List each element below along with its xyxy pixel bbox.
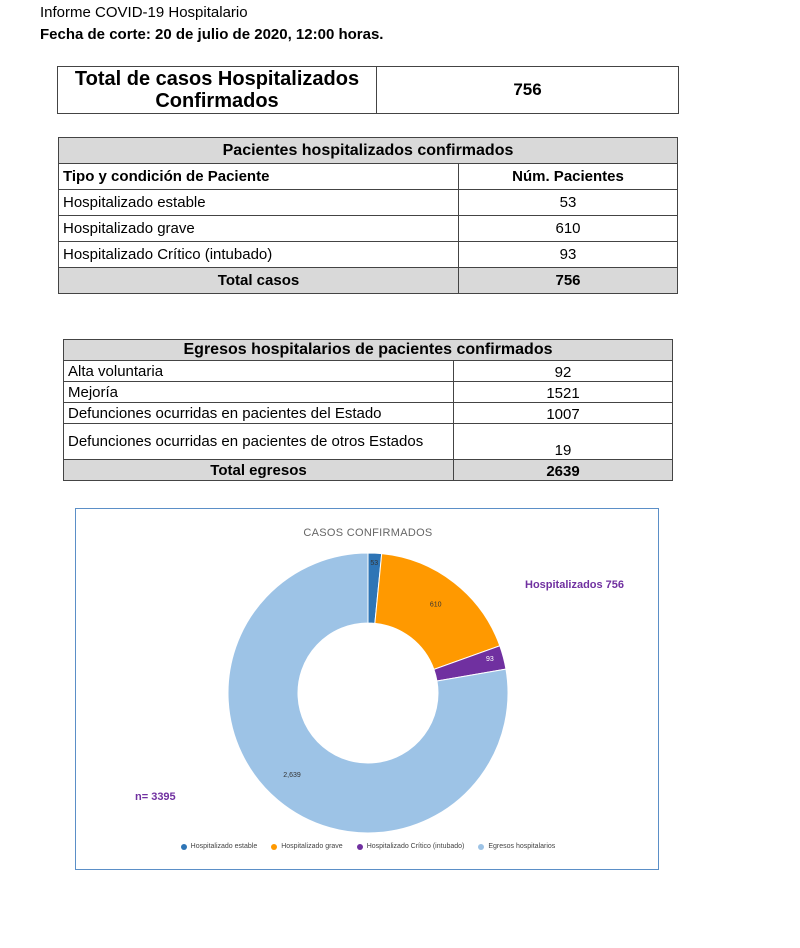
row-label: Hospitalizado estable xyxy=(59,190,459,216)
hospitalized-annotation: Hospitalizados 756 xyxy=(525,579,625,591)
row-label: Hospitalizado grave xyxy=(59,216,459,242)
legend-item-critico xyxy=(357,843,465,850)
total-hospitalized-value: 756 xyxy=(377,67,679,114)
data-label-estable: 53 xyxy=(370,560,379,568)
total-cases-value: 756 xyxy=(459,268,678,294)
row-value: 1521 xyxy=(454,382,673,403)
table-row xyxy=(59,190,678,216)
cutoff-date: Fecha de corte: 20 de julio de 2020, 12:00 horas. xyxy=(40,26,384,43)
legend-label-grave: Hospitalizado grave xyxy=(281,843,343,850)
legend-item-grave xyxy=(271,843,342,850)
row-value: 92 xyxy=(454,361,673,382)
report-title: Informe COVID-19 Hospitalario xyxy=(40,4,248,21)
row-value: 1007 xyxy=(454,403,673,424)
data-label-critico: 93 xyxy=(485,655,494,663)
data-label-grave: 610 xyxy=(429,601,442,609)
legend-marker-egresos xyxy=(478,844,484,850)
legend-label-estable: Hospitalizado estable xyxy=(190,843,258,850)
row-label: Mejoría xyxy=(64,382,454,403)
legend-marker-critico xyxy=(357,844,363,850)
legend-marker-grave xyxy=(271,844,277,850)
total-hospitalized-label: Total de casos Hospitalizados Confirmados xyxy=(58,67,377,114)
discharges-table xyxy=(63,339,673,481)
total-cases-label: Total casos xyxy=(59,268,459,294)
row-value: 19 xyxy=(454,424,673,460)
data-label-egresos: 2,639 xyxy=(283,772,301,779)
chart-title: CASOS CONFIRMADOS xyxy=(303,527,433,539)
total-hospitalized-table xyxy=(57,66,679,114)
column-header-count: Núm. Pacientes xyxy=(459,164,678,190)
confirmed-cases-chart xyxy=(75,508,659,870)
legend-item-egresos xyxy=(478,843,555,850)
table-row xyxy=(59,242,678,268)
legend-item-estable xyxy=(181,843,258,850)
total-discharges-label: Total egresos xyxy=(64,460,454,481)
row-label: Hospitalizado Crítico (intubado) xyxy=(59,242,459,268)
legend-label-critico: Hospitalizado Crítico (intubado) xyxy=(366,843,465,850)
donut-chart xyxy=(76,509,660,871)
row-value: 93 xyxy=(459,242,678,268)
table-row xyxy=(64,424,673,460)
row-label: Defunciones ocurridas en pacientes de otros Estados xyxy=(64,424,454,460)
legend-label-egresos: Egresos hospitalarios xyxy=(488,843,556,850)
total-discharges-value: 2639 xyxy=(454,460,673,481)
table-row xyxy=(59,216,678,242)
column-header-type: Tipo y condición de Paciente xyxy=(59,164,459,190)
row-label: Alta voluntaria xyxy=(64,361,454,382)
legend-marker-estable xyxy=(181,844,187,850)
table-row xyxy=(64,382,673,403)
sample-size-annotation: n= 3395 xyxy=(135,791,176,803)
row-value: 53 xyxy=(459,190,678,216)
discharges-table-title: Egresos hospitalarios de pacientes confirmados xyxy=(64,340,673,361)
hospitalized-table-title: Pacientes hospitalizados confirmados xyxy=(59,138,678,164)
row-value: 610 xyxy=(459,216,678,242)
chart-legend xyxy=(76,843,660,850)
row-label: Defunciones ocurridas en pacientes del Estado xyxy=(64,403,454,424)
table-row xyxy=(64,361,673,382)
table-row xyxy=(64,403,673,424)
hospitalized-patients-table xyxy=(58,137,678,294)
